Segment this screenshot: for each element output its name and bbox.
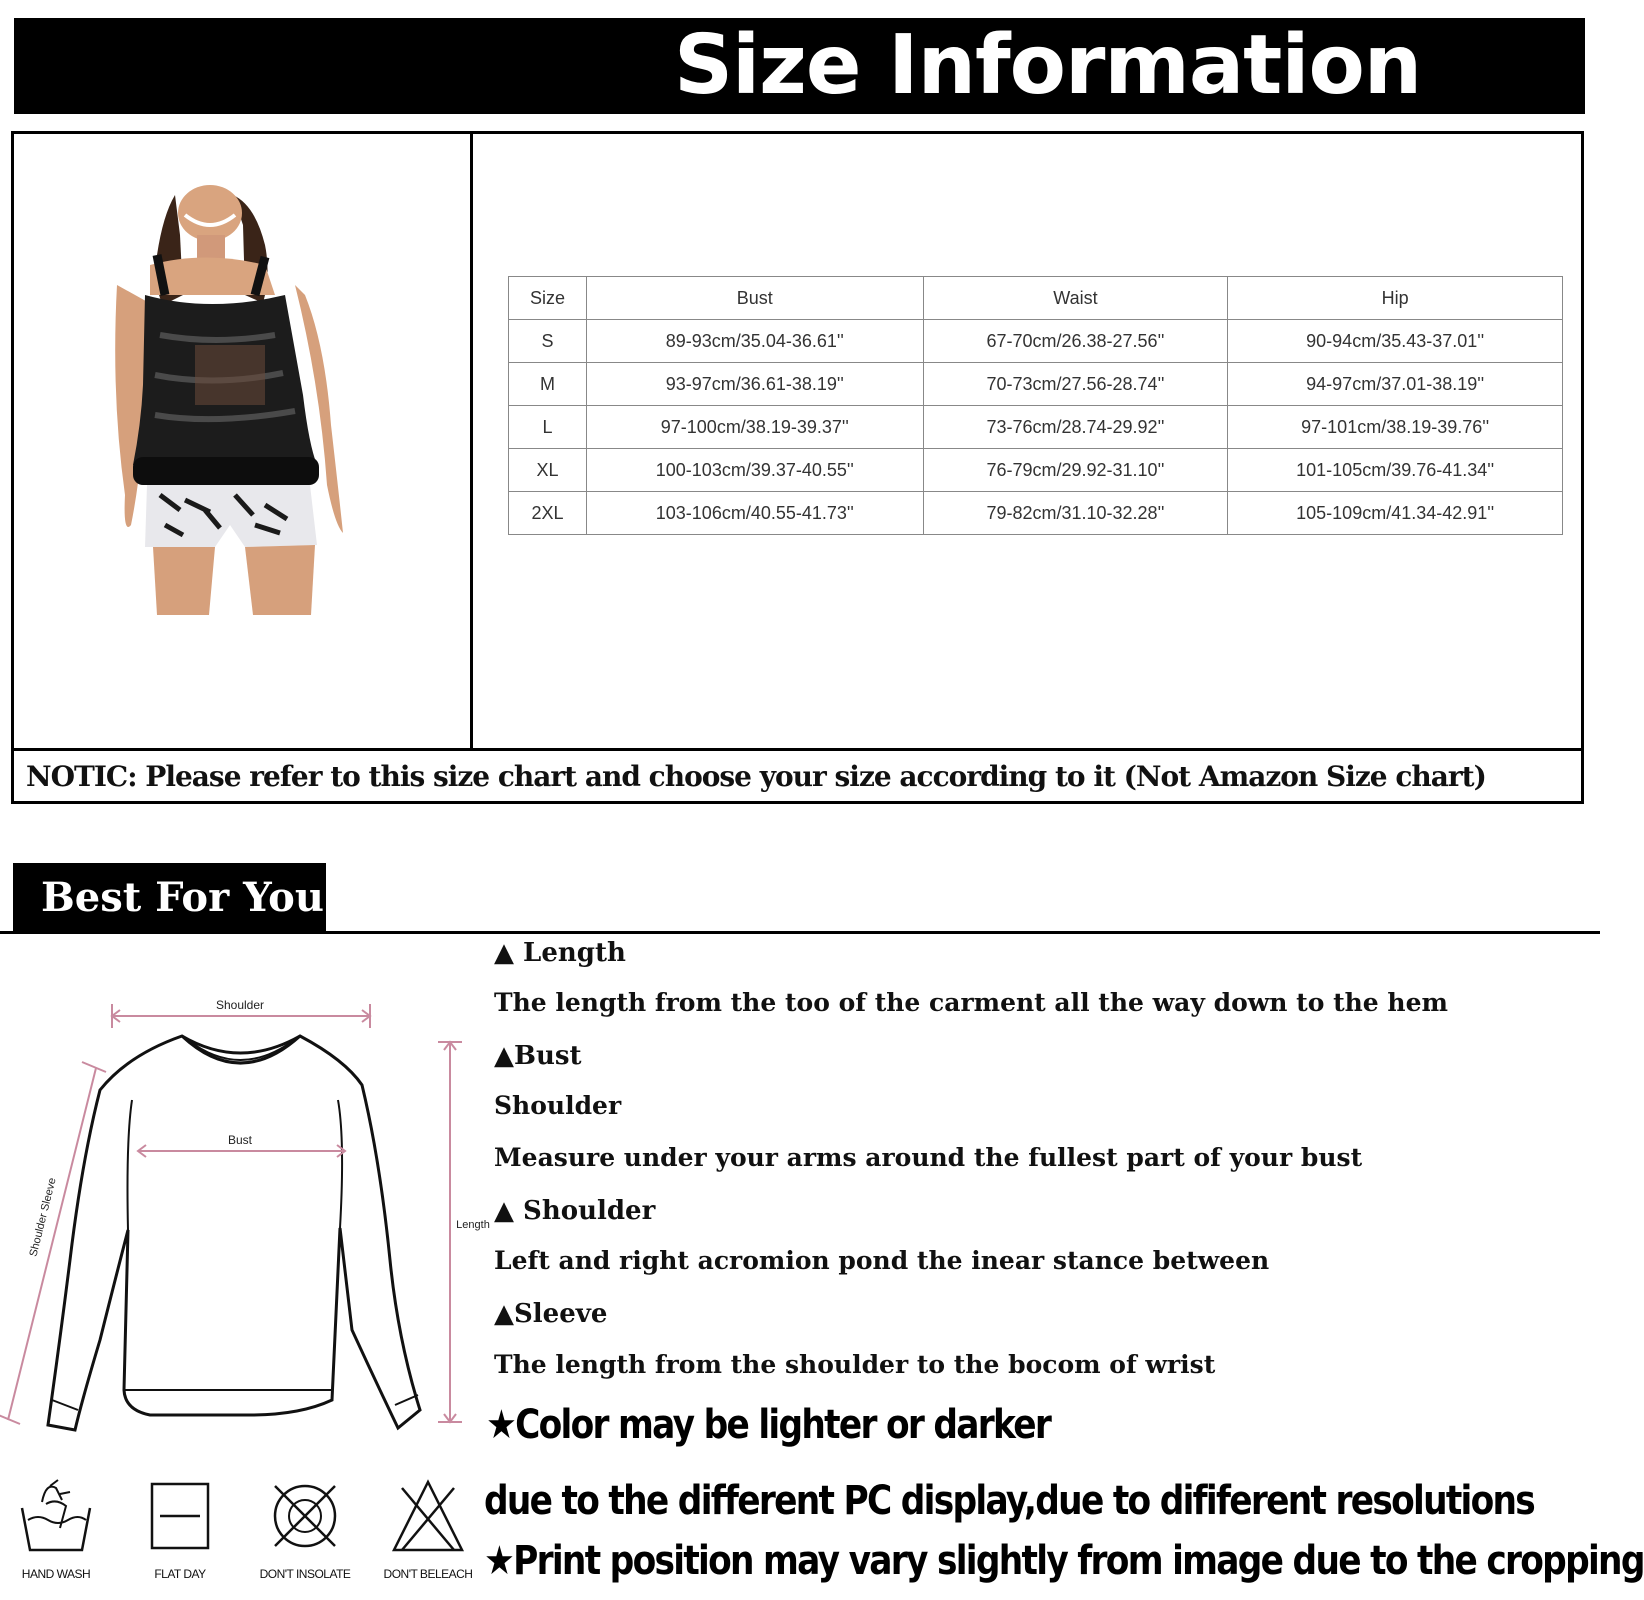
hand-wash-icon bbox=[16, 1478, 96, 1558]
length-heading: ▲ Length bbox=[494, 938, 626, 968]
frame-divider bbox=[470, 131, 473, 751]
length-label: Length bbox=[456, 1219, 490, 1231]
page-title: Size Information bbox=[674, 18, 1422, 113]
section-divider bbox=[0, 931, 1600, 934]
do-not-insolate-icon bbox=[265, 1478, 345, 1558]
hip-cell: 90-94cm/35.43-37.01'' bbox=[1228, 320, 1563, 363]
bust-cell: 97-100cm/38.19-39.37'' bbox=[586, 406, 923, 449]
bust-heading: ▲Bust bbox=[494, 1041, 582, 1071]
hip-cell: 101-105cm/39.76-41.34'' bbox=[1228, 449, 1563, 492]
shoulder-heading: ▲ Shoulder bbox=[494, 1196, 656, 1226]
section-tab bbox=[13, 863, 326, 933]
bust-cell: 103-106cm/40.55-41.73'' bbox=[586, 492, 923, 535]
hip-cell: 94-97cm/37.01-38.19'' bbox=[1228, 363, 1563, 406]
shoulder-description: Left and right acromion pond the inear stance between bbox=[494, 1246, 1270, 1275]
care-label: DON'T BELEACH bbox=[383, 1567, 473, 1581]
waist-cell: 79-82cm/31.10-32.28'' bbox=[923, 492, 1228, 535]
size-notice: NOTIC: Please refer to this size chart and choose your size according to it (Not Amazon Size chart) bbox=[26, 760, 1486, 793]
bust-cell: 89-93cm/35.04-36.61'' bbox=[586, 320, 923, 363]
do-not-bleach-icon bbox=[388, 1478, 468, 1558]
bust-subheading: Shoulder bbox=[494, 1091, 622, 1120]
waist-cell: 67-70cm/26.38-27.56'' bbox=[923, 320, 1228, 363]
table-row bbox=[509, 406, 1563, 449]
size-cell: 2XL bbox=[509, 492, 587, 535]
sleeve-heading: ▲Sleeve bbox=[494, 1299, 608, 1329]
care-label: FLAT DAY bbox=[154, 1567, 206, 1581]
title-bar bbox=[14, 18, 1585, 114]
display-note: due to the different PC display,due to dififerent resolutions bbox=[484, 1478, 1535, 1524]
garment-diagram bbox=[0, 940, 490, 1440]
length-arrow bbox=[438, 1042, 462, 1422]
size-table bbox=[508, 276, 1563, 535]
column-header: Hip bbox=[1228, 277, 1563, 320]
table-row bbox=[509, 492, 1563, 535]
length-description: The length from the too of the carment all the way down to the hem bbox=[494, 988, 1448, 1017]
sleeve-description: The length from the shoulder to the bocom of wrist bbox=[494, 1350, 1216, 1379]
care-label: DON'T INSOLATE bbox=[259, 1567, 351, 1581]
model-photo bbox=[105, 195, 355, 615]
bust-description: Measure under your arms around the fullest part of your bust bbox=[494, 1143, 1363, 1172]
column-header: Bust bbox=[586, 277, 923, 320]
care-label: HAND WASH bbox=[21, 1567, 91, 1581]
table-row bbox=[509, 363, 1563, 406]
table-row bbox=[509, 449, 1563, 492]
bust-label: Bust bbox=[227, 1133, 253, 1147]
shoulder-sleeve-label: Shoulder Sleeve bbox=[27, 1176, 59, 1258]
column-header: Waist bbox=[923, 277, 1228, 320]
table-row bbox=[509, 320, 1563, 363]
hip-cell: 105-109cm/41.34-42.91'' bbox=[1228, 492, 1563, 535]
size-cell: M bbox=[509, 363, 587, 406]
flat-dry-icon bbox=[140, 1478, 220, 1558]
hip-cell: 97-101cm/38.19-39.76'' bbox=[1228, 406, 1563, 449]
color-note: ★Color may be lighter or darker bbox=[486, 1402, 1051, 1448]
waist-cell: 70-73cm/27.56-28.74'' bbox=[923, 363, 1228, 406]
section-title: Best For You bbox=[41, 874, 324, 921]
print-note: ★Print position may vary slightly from image due to the cropping bbox=[484, 1538, 1644, 1584]
sweater-outline bbox=[48, 1036, 420, 1430]
size-cell: XL bbox=[509, 449, 587, 492]
size-cell: S bbox=[509, 320, 587, 363]
size-cell: L bbox=[509, 406, 587, 449]
shoulder-label: Shoulder bbox=[215, 998, 265, 1012]
bust-cell: 100-103cm/39.37-40.55'' bbox=[586, 449, 923, 492]
waist-cell: 76-79cm/29.92-31.10'' bbox=[923, 449, 1228, 492]
column-header: Size bbox=[509, 277, 587, 320]
waist-cell: 73-76cm/28.74-29.92'' bbox=[923, 406, 1228, 449]
table-header-row bbox=[509, 277, 1563, 320]
frame-divider bbox=[11, 748, 1584, 751]
bust-cell: 93-97cm/36.61-38.19'' bbox=[586, 363, 923, 406]
